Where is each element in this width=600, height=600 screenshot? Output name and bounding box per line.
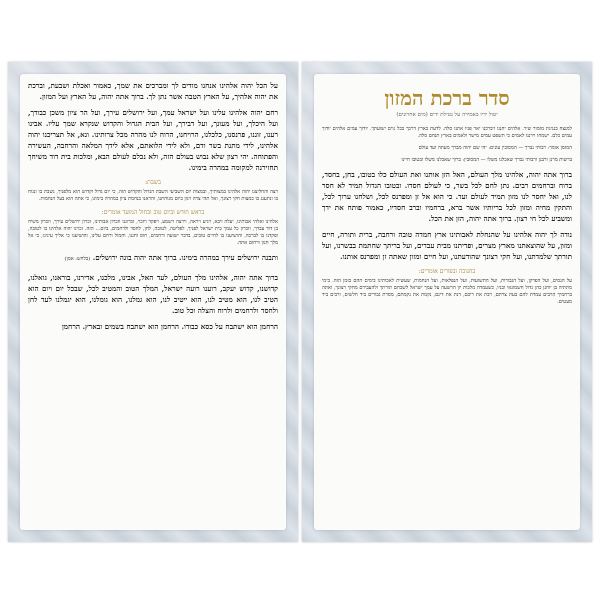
left-page-panel — [20, 74, 286, 530]
amen-note: (בלחש: אמן) — [64, 256, 91, 262]
uvneh-yerushalayim — [28, 252, 278, 263]
retzeh-paragraph: רצה והחליצנו יהוה אלהינו במצותיך, ובמצות יום השביעי השבת הגדול והקדוש הזה, כי יום גדול וקדוש הוא מלפניך, נשבת בו ונגוח בו ונתענג בו כמצות חקי רצונך, ואל תהי צרה ויגון ביום מנוחתנו, והראנו בנחמת ציון במהרה בימינו, כי אתה הוא בעל הנחמות. — [28, 189, 278, 202]
hatov-vehametiv-paragraph: ברוך אתה יהוה, אלהינו מלך העולם, לעד האל, אבינו, מלכנו, אדירנו, בוראנו, גואלנו, קדושנו, קדוש יעקב, רוענו רועה ישראל, המלך הטוב והמטיב לכל, שבכל יום ויום הוא הטיב לנו, הוא מטיב לנו, הוא ייטיב לנו, הוא גמלנו, הוא גומלנו, הוא יגמלנו לעד לחן ולחסד ולרחמים ולרוח והצלה וכל טוב. — [28, 273, 278, 315]
right-page-panel — [314, 74, 580, 530]
left-page — [8, 62, 298, 542]
yaale-veyavo-heading: בראש חודש וביום טוב ובחול המועד אומרים: — [101, 209, 205, 216]
zimun-line: המזמן אומר: רבותי נברך — המסובין עונים: יהי שם יהוה מברך מעתה ועד עולם — [418, 145, 572, 151]
nodeh-paragraph: נודה לך יהוה אלהינו על שהנחלת לאבותינו ארץ חמדה טובה ורחבה, ברית ותורה, חיים ומזון, על שהוצאתנו מארץ מצרים, ופדיתנו מבית עבדים, ועל בריתך שחתמת בבשרנו, ועל תורתך שלמדתנו, ועל חקי רצונך שהודעתנו, ועל חיים ומזון שאתה זן ומפרנס אותנו. — [322, 230, 572, 261]
title-subtitle: יטול ידיו באמירה על נטילת ידים (מים אחרונים) — [396, 112, 498, 118]
al-hanisim-heading: בחנוכה ובפורים אומרים: — [418, 268, 476, 275]
right-page — [302, 62, 592, 542]
zimun-detail: ברשות מרנן ורבנן ורבותי נברך שאכלנו משלו — המסובין: ברוך שאכלנו משלו ובטובו חיינו — [401, 157, 572, 163]
uvneh-text: ותבנה ירושלים עירך במהרה בימינו. ברוך אתה יהוה בונה ירושלים. — [92, 253, 278, 262]
harachaman-paragraph: הרחמן הוא ישתבח על כסא כבודו. הרחמן הוא ישתבח בשמים ובארץ. הרחמן — [61, 322, 278, 331]
rachem-paragraph: רחם יהוה אלהינו עלינו ועל ישראל עמך, ועל ירושלים עירך, ועל הר ציון משכן כבודך, ועל היכלך, ועל מעונך, ועל דבירך, ועל הבית הגדול והקדוש שנקרא שמך עליו. אבינו רענו, זוננו, פרנסנו, כלכלנו, הרויחנו, הרוח לנו מהרה מכל צרותינו. ונא, אל תצריכנו יהוה אלהינו, לידי מתנת בשר ודם, ולא לידי הלואתם, אלא לידך המלאה והרחבה, העשירה והפתוחה. יהי רצון שלא נבוש בעולם הזה, ולא נכלם לעולם הבא, ומלכות בית דוד משיחך תחזירנה למקומה במהרה בימינו. — [28, 108, 278, 172]
al-hanisim-paragraph: על הנסים, ועל הפרקן, ועל הגבורות, ועל התשועות, ועל הנפלאות, ועל הנחמות, שעשית לאבותינו בימים ההם בזמן הזה. בימי מתתיה בן יוחנן כהן גדול חשמונאי ובניו, כשעמדה מלכות יון הרשעה על עמך ישראל לשכחם תורתך ולהעבירם מחקי רצונך, ואתה ברחמיך הרבים עמדת להם בעת צרתם, רבת את ריבם, דנת את דינם, נקמת את נקמתם, מסרת גבורים ביד חלשים, ורבים ביד מעטים. — [322, 278, 572, 305]
lamnatzeach-paragraph: למנצח בנגינת מזמור שיר. אלהים יחננו ויברכנו יאר פניו אתנו סלה. לדעת בארץ דרכך בכל גוים ישועתך. יודוך עמים אלהים יודוך עמים כלם. ישמחו וירננו לאמים כי תשפט עמים מישר ולאמים בארץ תנחם סלה. — [322, 126, 572, 139]
shabbat-heading: בשבת: — [145, 179, 161, 186]
page-title: סדר ברכת המזון — [384, 86, 510, 110]
al-hakol-paragraph: על הכל יהוה אלהינו אנחנו מודים לך ומברכים את שמך, כאמור ואכלת ושבעת, וברכת את יהוה אלהיך, על הארץ הטבה אשר נתן לך. ברוך אתה יהוה, על הארץ ועל המזון. — [28, 81, 278, 101]
yaale-veyavo-paragraph: אלהינו ואלהי אבותינו, יעלה ויבא, ויגיע ויראה, וירצה וישמע, ויפקד ויזכר, זכרוננו וזכרון אבותינו, זכרון ירושלים עירך, וזכרון משיח בן דוד עבדך, וזכרון כל עמך בית ישראל לפניך, לפליטה, לטובה, לחן, לחסד ולרחמים, ביום... הזה. זכרנו יהוה אלהינו בו לטובה, ופקדנו בו לברכה, והושיענו בו לחיים טובים, בדבר ישועה ורחמים, חוס וחננו, וחמול ורחם עלינו, והושיענו כי אליך עינינו, כי אל מלך חנון ורחום אתה. — [28, 219, 278, 246]
hazan-paragraph: ברוך אתה יהוה, אלהינו מלך העולם, האל הזן אותנו ואת העולם כלו בטובו, בחן, בחסד, ברוח וברחמים רבים. נתן לחם לכל בשר, כי לעולם חסדו. ובטובו הגדול תמיד לא חסר לנו, ואל יחסר לנו מזון תמיד לעולם ועד. כי הוא אל זן ומפרנס לכל, ושלחנו ערוך לכל, והתקין מחיה ומזון לכל בריותיו אשר ברא, ברחמיו וברב חסדיו, כאמור פותח את ידך ומשביע לכל חי רצון. ברוך אתה יהוה, הזן את הכל. — [322, 170, 572, 223]
